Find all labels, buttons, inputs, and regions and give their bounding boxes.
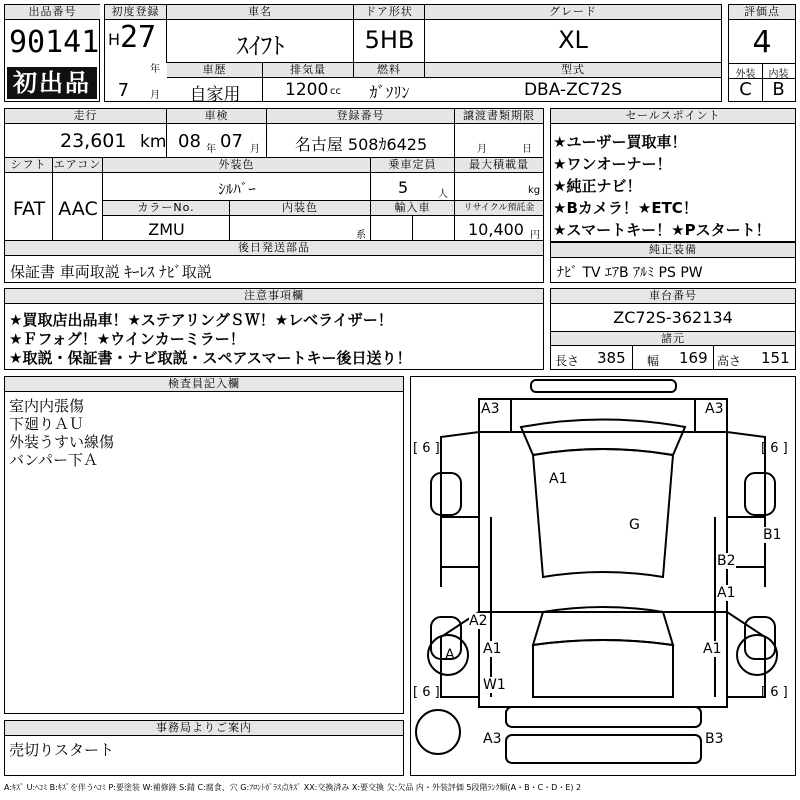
bracket-label-tr: [ 6 ] (761, 441, 788, 456)
reg-month: 7 (118, 80, 129, 101)
inspector-line-3: 外装うすい線傷 (9, 433, 115, 451)
insp-year-unit: 年 (206, 144, 216, 155)
disp-unit: cc (330, 86, 341, 97)
office-box (4, 720, 404, 776)
fuel-label: 燃料 (354, 63, 425, 78)
chassis-box (550, 288, 796, 370)
insp-month-unit: 月 (250, 144, 260, 155)
equipment-box (550, 242, 796, 283)
recycle-unit: 円 (530, 230, 540, 241)
interior-color-label: 内装色 (230, 201, 371, 216)
mark-a3-tl: A3 (481, 401, 500, 417)
lot-label: 出品番号 (5, 5, 100, 20)
score-value: 4 (752, 25, 772, 60)
sales-point-5: ★スマートキー！★Pスタート！ (553, 221, 771, 239)
int-value: B (772, 79, 785, 100)
legend-text: A:ｷｽﾞ U:ﾍｺﾐ B:ｷｽﾞを伴うﾍｺﾐ P:要塗装 W:補修跡 S:錆 C:腐食、穴 G:ﾌﾛﾝﾄｶﾞﾗｽ点ｷｽﾞ XX:交換済み X:要交換 欠:欠品 内・外装評価 5段階ﾗﾝｸ順(A・B・C・D・E) 2 (4, 783, 582, 792)
inspector-box (4, 376, 404, 714)
sales-point-1: ★ユーザー買取車！ (553, 133, 687, 151)
exterior-color-value: ｼﾙﾊﾞｰ (218, 180, 256, 198)
notes-line-3: ★取説・保証書・ナビ取説・スペアスマートキー後日送り！ (9, 349, 412, 367)
reg-label: 初度登録 (105, 5, 167, 20)
bracket-label-bl: [ 6 ] (413, 685, 440, 700)
color-no-label: カラーNo. (103, 201, 230, 216)
reg-year: 27 (120, 20, 157, 55)
sales-point-4: ★Bカメラ！★ETC！ (553, 199, 698, 217)
transfer-day-unit: 日 (522, 144, 532, 155)
bracket-label-br: [ 6 ] (761, 685, 788, 700)
first-listing-badge: 初出品 (7, 67, 97, 99)
door-label: ドア形状 (354, 5, 425, 20)
capacity-unit: 人 (438, 189, 448, 200)
import-label: 輸入車 (371, 201, 455, 216)
chassis-value: ZC72S-362134 (613, 308, 733, 327)
ext-value: C (739, 79, 752, 100)
recycle-value: 10,400 (468, 220, 524, 239)
shift-label: シフト (5, 158, 53, 173)
width-label: 幅 (647, 354, 660, 368)
reg-month-unit: 月 (150, 90, 160, 101)
grade-label: グレード (425, 5, 721, 20)
equipment-value: ﾅﾋﾞ TV ｴｱB ｱﾙﾐ PS PW (557, 265, 703, 281)
notes-label: 注意事項欄 (5, 289, 543, 304)
mark-a3-tr: A3 (705, 401, 724, 417)
grade-value: XL (558, 26, 588, 54)
mark-a-wheel: A (445, 647, 455, 663)
later-parts-label: 後日発送部品 (5, 241, 543, 256)
load-label: 最大積載量 (455, 158, 543, 173)
int-label: 内装 (768, 69, 789, 80)
mark-b1: B1 (763, 527, 782, 543)
ac-value: AAC (58, 198, 98, 220)
model-label: 型式 (425, 63, 721, 78)
mark-w1: W1 (483, 677, 506, 693)
reg-no-label: 登録番号 (267, 109, 455, 124)
mark-a1-left-wheel: A1 (483, 641, 502, 657)
disp-value: 1200 (285, 80, 329, 100)
notes-box (4, 288, 544, 370)
lot-number: 90141 (9, 25, 100, 60)
sales-point-3: ★純正ナビ！ (553, 177, 642, 195)
interior-color-unit: 系 (356, 230, 366, 241)
inspection-label: 車検 (167, 109, 267, 124)
history-value: 自家用 (189, 85, 241, 105)
height-label: 高さ (717, 354, 742, 368)
car-name: ｽｲﾌﾄ (236, 32, 285, 60)
mileage-unit: km (140, 132, 167, 152)
bracket-label-tl: [ 6 ] (413, 441, 440, 456)
mark-a3-bl: A3 (483, 731, 502, 747)
sales-points-box (550, 108, 796, 242)
mark-a1-right: A1 (717, 585, 736, 601)
inspector-line-4: バンパー下Ａ (9, 451, 98, 469)
fuel-value: ｶﾞｿﾘﾝ (369, 83, 410, 102)
name-label: 車名 (167, 5, 354, 20)
mark-g: G (629, 517, 640, 533)
dims-label: 諸元 (551, 331, 795, 346)
reg-no-value: 名古屋 508ｶ6425 (294, 135, 428, 154)
ac-label: エアコン (53, 158, 102, 171)
sales-points-label: セールスポイント (551, 109, 795, 124)
inspector-line-1: 室内内張傷 (9, 397, 85, 415)
equipment-label: 純正装備 (551, 243, 795, 258)
height-value: 151 (761, 349, 790, 367)
door-value: 5HB (364, 26, 415, 54)
capacity-label: 乗車定員 (371, 158, 455, 173)
mark-a1-right-wheel: A1 (703, 641, 722, 657)
score-box (728, 4, 796, 102)
capacity-value: 5 (398, 178, 409, 197)
mark-a1-roof: A1 (549, 471, 568, 487)
mark-a2: A2 (469, 613, 488, 629)
length-value: 385 (597, 349, 626, 367)
car-outline (411, 377, 795, 775)
reg-year-unit: 年 (150, 64, 160, 75)
score-label: 評価点 (729, 5, 795, 20)
lot-number-box (4, 4, 100, 102)
mark-b2: B2 (717, 553, 736, 569)
inspector-label: 検査員記入欄 (5, 377, 403, 392)
reg-era: H (108, 30, 121, 49)
insp-month: 07 (220, 131, 243, 152)
notes-line-1: ★買取店出品車！★ステアリングＳＷ！★レベライザー！ (9, 311, 393, 329)
length-label: 長さ (555, 354, 580, 368)
mark-b3: B3 (705, 731, 724, 747)
load-unit: kg (528, 185, 541, 196)
history-label: 車歴 (167, 63, 263, 78)
insp-year: 08 (178, 131, 201, 152)
office-label: 事務局よりご案内 (5, 721, 403, 736)
ext-label: 外装 (735, 69, 756, 80)
inspector-line-2: 下廻りＡＵ (9, 415, 85, 433)
exterior-color-label: 外装色 (103, 158, 371, 173)
mileage-label: 走行 (5, 109, 167, 124)
transfer-month-unit: 月 (477, 144, 487, 155)
color-no-value: ZMU (148, 220, 185, 239)
model-value: DBA-ZC72S (523, 80, 623, 100)
recycle-label: リサイクル預託金 (455, 201, 543, 216)
sales-point-2: ★ワンオーナー！ (553, 155, 672, 173)
mileage-value: 23,601 (60, 130, 127, 152)
damage-diagram (410, 376, 796, 776)
disp-label: 排気量 (263, 63, 354, 78)
chassis-label: 車台番号 (551, 289, 795, 304)
later-parts-value: 保証書 車両取説 ｷｰﾚｽ ﾅﾋﾞ取説 (10, 263, 212, 281)
shift-value: FAT (12, 198, 46, 220)
office-value: 売切りスタート (9, 741, 115, 759)
notes-line-2: ★Ｆフォグ！★ウインカーミラー！ (9, 330, 245, 348)
width-value: 169 (679, 349, 708, 367)
transfer-label: 譲渡書類期限 (455, 109, 543, 124)
